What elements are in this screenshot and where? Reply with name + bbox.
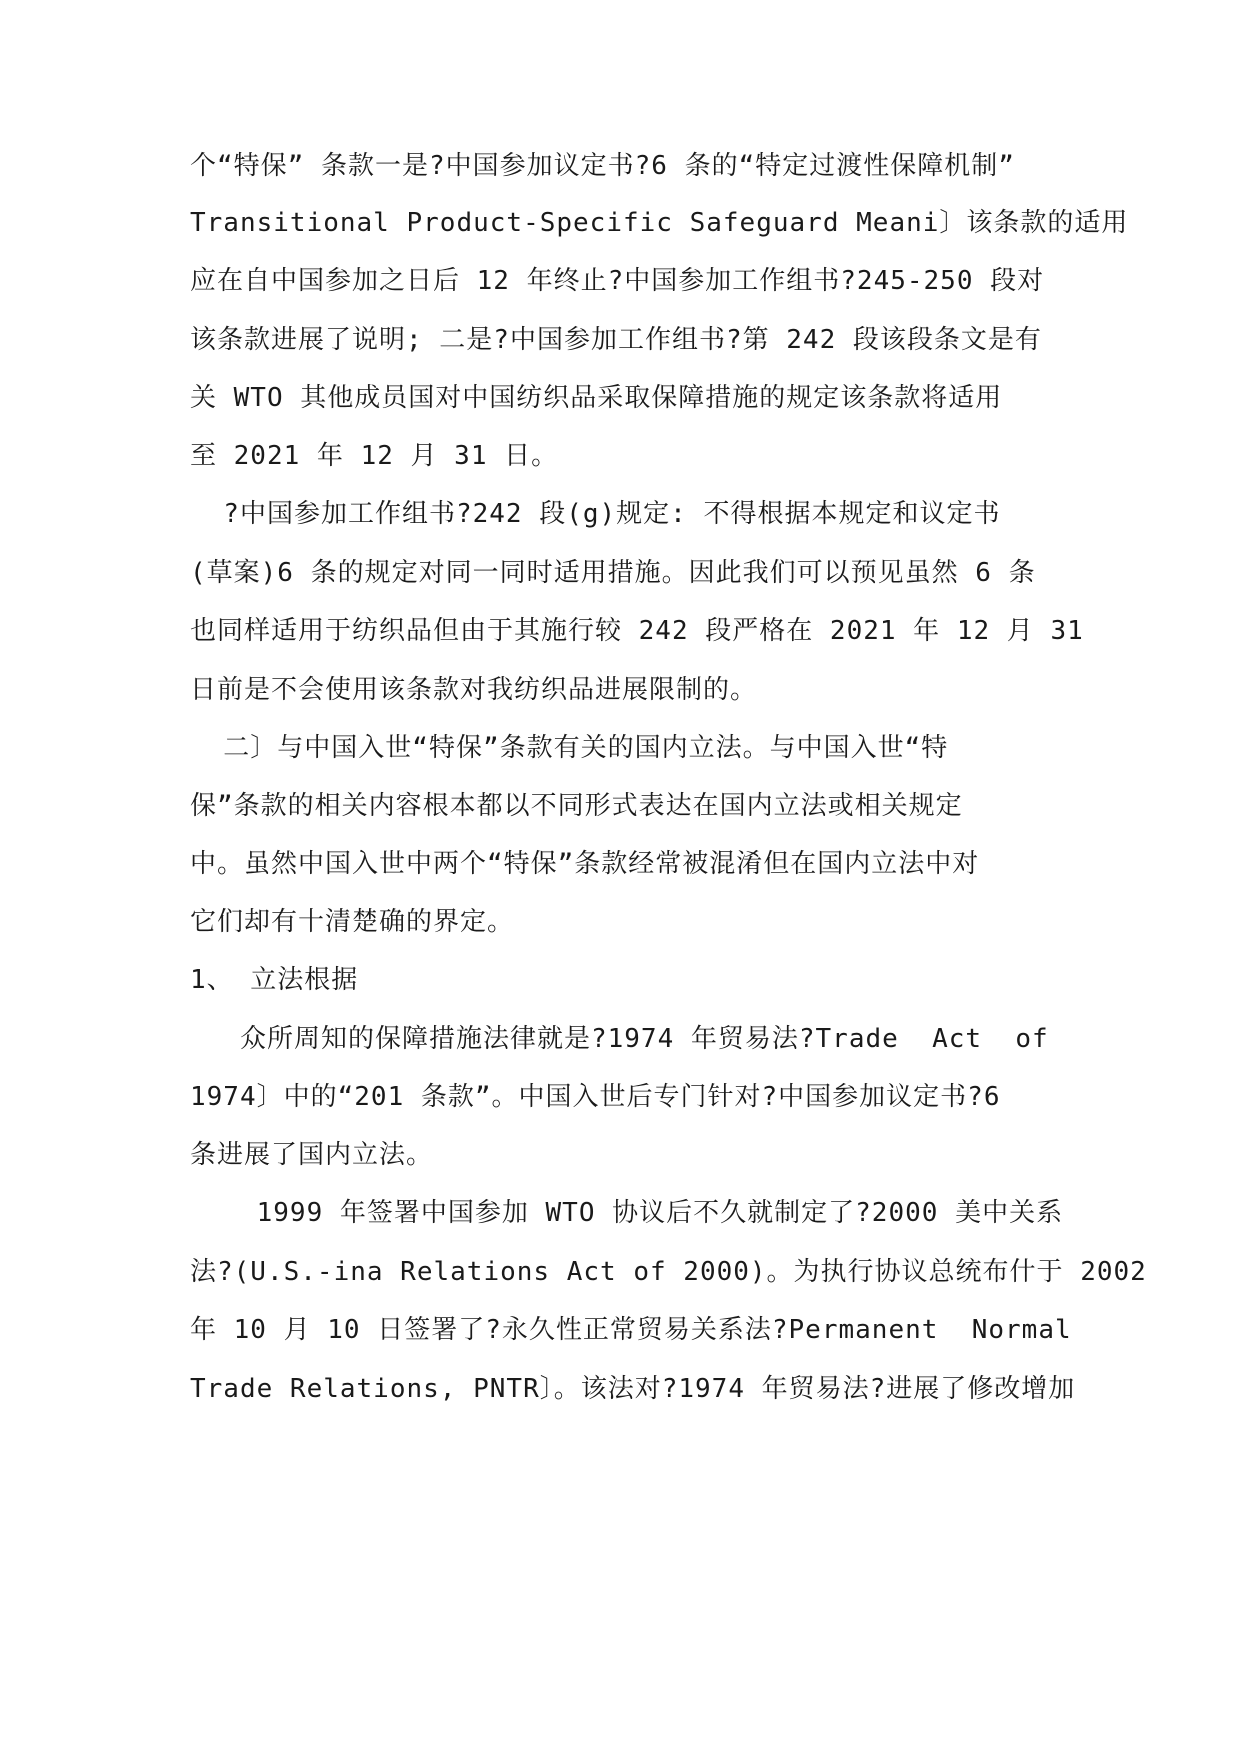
paragraph-line: 条进展了国内立法。 [190,1140,434,1170]
paragraph-line: 法?(U.S.-ina Relations Act of 2000)。为执行协议总统布什于 2002 [190,1257,1147,1287]
paragraph-line: 应在自中国参加之日后 12 年终止?中国参加工作组书?245-250 段对 [190,266,1045,296]
paragraph-line: 它们却有十清楚确的界定。 [190,907,515,937]
paragraph-line: 日前是不会使用该条款对我纺织品进展限制的。 [190,675,758,705]
paragraph-line: 关 WTO 其他成员国对中国纺织品采取保障措施的规定该条款将适用 [190,383,1003,413]
paragraph-line: Transitional Product-Specific Safeguard Meani〕该条款的适用 [190,208,1129,238]
paragraph-line: 二〕与中国入世“特保”条款有关的国内立法。与中国入世“特 [190,733,949,763]
paragraph-line: 个“特保” 条款一是?中国参加议定书?6 条的“特定过渡性保障机制” [190,151,1015,181]
paragraph-line: 众所周知的保障措施法律就是?1974 年贸易法?Trade Act of [190,1024,1049,1054]
paragraph-line: 中。虽然中国入世中两个“特保”条款经常被混淆但在国内立法中对 [190,849,980,879]
paragraph-line: (草案)6 条的规定对同一同时适用措施。因此我们可以预见虽然 6 条 [190,558,1036,588]
paragraph-line: 1974〕中的“201 条款”。中国入世后专门针对?中国参加议定书?6 [190,1082,1001,1112]
section-heading: 1、 立法根据 [190,965,359,995]
paragraph-line: Trade Relations, PNTR〕。该法对?1974 年贸易法?进展了修改增加 [190,1374,1076,1404]
paragraph-line: 保”条款的相关内容根本都以不同形式表达在国内立法或相关规定 [190,791,963,821]
paragraph-line: 至 2021 年 12 月 31 日。 [190,441,559,471]
paragraph-line: 1999 年签署中国参加 WTO 协议后不久就制定了?2000 美中关系 [190,1198,1064,1228]
paragraph-line: ?中国参加工作组书?242 段(g)规定: 不得根据本规定和议定书 [190,499,1001,529]
paragraph-line: 也同样适用于纺织品但由于其施行较 242 段严格在 2021 年 12 月 31 [190,616,1084,646]
paragraph-line: 该条款进展了说明; 二是?中国参加工作组书?第 242 段该段条文是有 [190,325,1042,355]
paragraph-line: 年 10 月 10 日签署了?永久性正常贸易关系法?Permanent Normal [190,1315,1072,1345]
